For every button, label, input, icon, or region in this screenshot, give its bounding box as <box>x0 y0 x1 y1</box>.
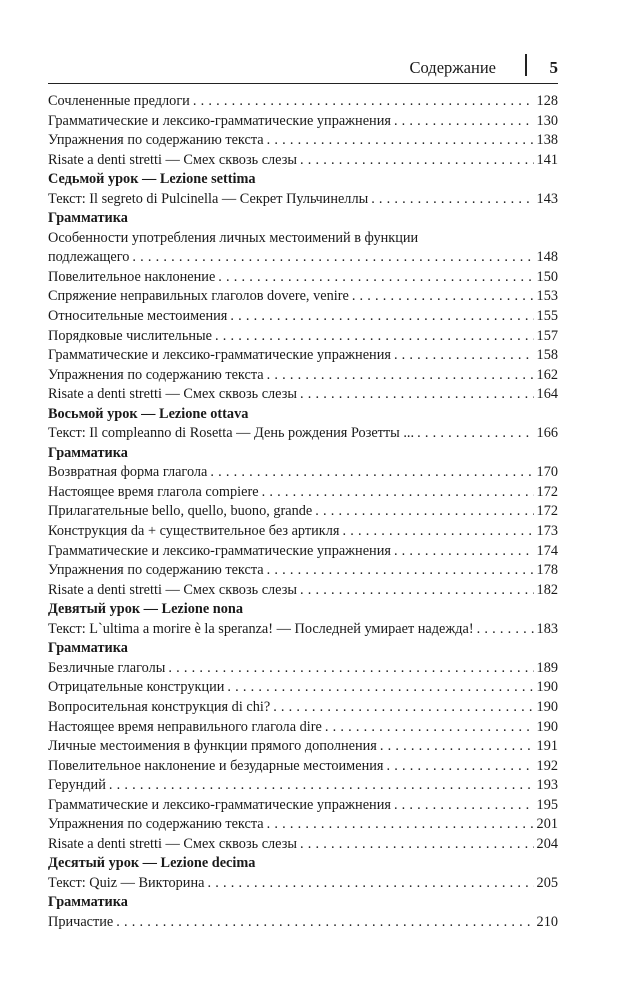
toc-entry <box>48 678 558 698</box>
toc-entry-title: Относительные местоимения <box>48 308 228 325</box>
toc-entry-title: Герундий <box>48 777 106 794</box>
dot-leader <box>215 327 534 347</box>
dot-leader <box>394 796 534 816</box>
toc-entry <box>48 502 558 522</box>
toc-entry-title: Упражнения по содержанию текста <box>48 366 264 383</box>
dot-leader <box>210 463 533 483</box>
toc-entry <box>48 287 558 307</box>
dot-leader <box>394 112 534 132</box>
toc-entry <box>48 561 558 581</box>
dot-leader <box>116 913 533 933</box>
toc-entry-title: Причастие <box>48 913 114 930</box>
toc-entry-title: Настоящее время глагола compiere <box>48 483 259 500</box>
toc-entry <box>48 385 558 405</box>
dot-leader <box>230 307 533 327</box>
dot-leader <box>371 190 533 210</box>
toc-entry-title: Упражнения по содержанию текста <box>48 562 264 579</box>
toc-entry <box>48 542 558 562</box>
toc-entry-page: 170 <box>536 464 558 481</box>
toc-entry <box>48 424 558 444</box>
toc-entry-page: 189 <box>536 659 558 676</box>
dot-leader <box>394 346 534 366</box>
toc-entry-page: 195 <box>536 796 558 813</box>
toc-entry-title: Порядковые числительные <box>48 327 212 344</box>
toc-entry-page: 150 <box>536 268 558 285</box>
toc-entry-title: Сочлененные предлоги <box>48 93 190 109</box>
toc-entry-page: 130 <box>536 112 558 129</box>
dot-leader <box>273 698 533 718</box>
toc-entry-title: Повелительное наклонение <box>48 268 216 285</box>
table-of-contents <box>48 92 558 933</box>
dot-leader <box>193 92 534 112</box>
toc-entry <box>48 835 558 855</box>
toc-entry <box>48 913 558 933</box>
toc-entry <box>48 112 558 132</box>
toc-entry-title: Risate a denti stretti — Смех сквозь слезы <box>48 835 297 852</box>
toc-entry <box>48 190 558 210</box>
toc-entry <box>48 151 558 171</box>
toc-entry-title: Возвратная форма глагола <box>48 464 208 481</box>
dot-leader <box>267 561 534 581</box>
toc-entry-page: 210 <box>536 913 558 930</box>
toc-heading: Восьмой урок — Lezione ottava <box>48 405 249 422</box>
toc-entry-page: 148 <box>536 249 558 266</box>
toc-entry <box>48 268 558 288</box>
dot-leader <box>300 385 534 405</box>
page-number: 5 <box>549 58 558 77</box>
toc-entry-page: 191 <box>536 738 558 755</box>
toc-entry-title: Вопросительная конструкция di chi? <box>48 698 271 715</box>
toc-entry-page: 178 <box>536 562 558 579</box>
toc-entry-page: 172 <box>536 503 558 520</box>
dot-leader <box>109 776 534 796</box>
toc-entry-page: 192 <box>536 757 558 774</box>
toc-entry-title: Текст: L`ultima a morire è la speranza! — Последней умирает надежда! <box>48 620 474 637</box>
toc-entry-page: 190 <box>536 718 558 735</box>
toc-entry <box>48 522 558 542</box>
toc-entry-title: Безличные глаголы <box>48 659 166 676</box>
toc-entry-title: Текст: Quiz — Викторина <box>48 874 205 891</box>
toc-entry-title: Risate a denti stretti — Смех сквозь слезы <box>48 386 297 403</box>
toc-entry-page: 164 <box>536 386 558 403</box>
dot-leader <box>300 581 534 601</box>
running-header <box>48 57 558 84</box>
toc-entry-page: 157 <box>536 327 558 344</box>
toc-entry-page: 158 <box>536 347 558 364</box>
toc-entry-page: 153 <box>536 288 558 305</box>
toc-entry-page: 173 <box>536 523 558 540</box>
toc-entry-title: Упражнения по содержанию текста <box>48 816 264 833</box>
dot-leader <box>352 287 534 307</box>
toc-entry-title: Прилагательные bello, quello, buono, grande <box>48 503 313 520</box>
toc-entry <box>48 483 558 503</box>
toc-entry-title: Настоящее время неправильного глагола dire <box>48 718 322 735</box>
toc-entry-page: 201 <box>536 816 558 833</box>
toc-entry-title: подлежащего <box>48 249 130 266</box>
toc-entry-page: 128 <box>536 93 558 109</box>
toc-heading: Грамматика <box>48 444 128 461</box>
dot-leader <box>132 248 533 268</box>
dot-leader <box>315 502 533 522</box>
toc-entry-title: Личные местоимения в функции прямого дополнения <box>48 738 377 755</box>
toc-entry <box>48 737 558 757</box>
toc-entry-page: 183 <box>536 620 558 637</box>
dot-leader <box>207 874 533 894</box>
toc-entry-title: Risate a denti stretti — Смех сквозь слезы <box>48 151 297 168</box>
toc-heading: Седьмой урок — Lezione settima <box>48 171 256 188</box>
toc-entry-page: 190 <box>536 679 558 696</box>
toc-entry-page: 166 <box>536 425 558 442</box>
dot-leader <box>168 659 533 679</box>
dot-leader <box>300 835 534 855</box>
toc-entry-title: Грамматические и лексико-грамматические упражнения <box>48 112 391 129</box>
toc-entry <box>48 92 558 112</box>
section-title: Содержание <box>409 58 496 77</box>
toc-entry-page: 190 <box>536 698 558 715</box>
toc-entry-title: Конструкция da + существительное без артикля <box>48 523 340 540</box>
toc-entry-page: 182 <box>536 581 558 598</box>
dot-leader <box>227 678 533 698</box>
toc-entry-page: 143 <box>536 190 558 207</box>
dot-leader <box>394 542 534 562</box>
dot-leader <box>300 151 534 171</box>
toc-entry-line <box>48 229 558 249</box>
toc-entry-title: Грамматические и лексико-грамматические упражнения <box>48 347 391 364</box>
toc-entry-title: Грамматические и лексико-грамматические упражнения <box>48 796 391 813</box>
dot-leader <box>267 366 534 386</box>
toc-entry-page: 204 <box>536 835 558 852</box>
toc-entry <box>48 463 558 483</box>
toc-entry <box>48 248 558 268</box>
toc-entry-title: Текст: Il compleanno di Rosetta — День рождения Розетты ... <box>48 425 415 442</box>
dot-leader <box>325 718 534 738</box>
toc-entry <box>48 776 558 796</box>
toc-entry <box>48 757 558 777</box>
toc-entry <box>48 698 558 718</box>
toc-heading: Грамматика <box>48 894 128 911</box>
toc-entry <box>48 327 558 347</box>
toc-entry-title: Risate a denti stretti — Смех сквозь слезы <box>48 581 297 598</box>
toc-entry-title: Отрицательные конструкции <box>48 679 225 696</box>
dot-leader <box>267 131 534 151</box>
toc-entry-page: 174 <box>536 542 558 559</box>
toc-entry-page: 138 <box>536 132 558 149</box>
dot-leader <box>417 424 533 444</box>
dot-leader <box>262 483 534 503</box>
dot-leader <box>386 757 533 777</box>
toc-entry-page: 155 <box>536 308 558 325</box>
toc-entry-title: Упражнения по содержанию текста <box>48 132 264 149</box>
toc-entry <box>48 131 558 151</box>
toc-entry-page: 193 <box>536 777 558 794</box>
toc-entry <box>48 796 558 816</box>
toc-heading: Грамматика <box>48 210 128 227</box>
toc-entry <box>48 620 558 640</box>
toc-entry <box>48 815 558 835</box>
toc-entry-title: Грамматические и лексико-грамматические упражнения <box>48 542 391 559</box>
header-divider <box>525 54 527 76</box>
toc-entry-title: Повелительное наклонение и безударные местоимения <box>48 757 384 774</box>
toc-entry-page: 162 <box>536 366 558 383</box>
toc-entry <box>48 366 558 386</box>
toc-heading: Грамматика <box>48 640 128 657</box>
toc-entry-title: Текст: Il segreto di Pulcinella — Секрет Пульчинеллы <box>48 190 369 207</box>
toc-heading: Десятый урок — Lezione decima <box>48 855 256 872</box>
dot-leader <box>218 268 533 288</box>
toc-entry <box>48 581 558 601</box>
toc-entry <box>48 659 558 679</box>
toc-entry <box>48 307 558 327</box>
toc-entry-page: 141 <box>536 151 558 168</box>
dot-leader <box>380 737 534 757</box>
toc-heading: Девятый урок — Lezione nona <box>48 601 243 618</box>
toc-entry <box>48 718 558 738</box>
toc-entry-title: Спряжение неправильных глаголов dovere, venire <box>48 288 349 305</box>
dot-leader <box>477 620 534 640</box>
toc-entry-page: 172 <box>536 483 558 500</box>
toc-entry-title: Особенности употребления личных местоимений в функции <box>48 229 419 246</box>
dot-leader <box>342 522 533 542</box>
dot-leader <box>267 815 534 835</box>
toc-entry <box>48 346 558 366</box>
toc-entry <box>48 874 558 894</box>
toc-entry-page: 205 <box>536 874 558 891</box>
